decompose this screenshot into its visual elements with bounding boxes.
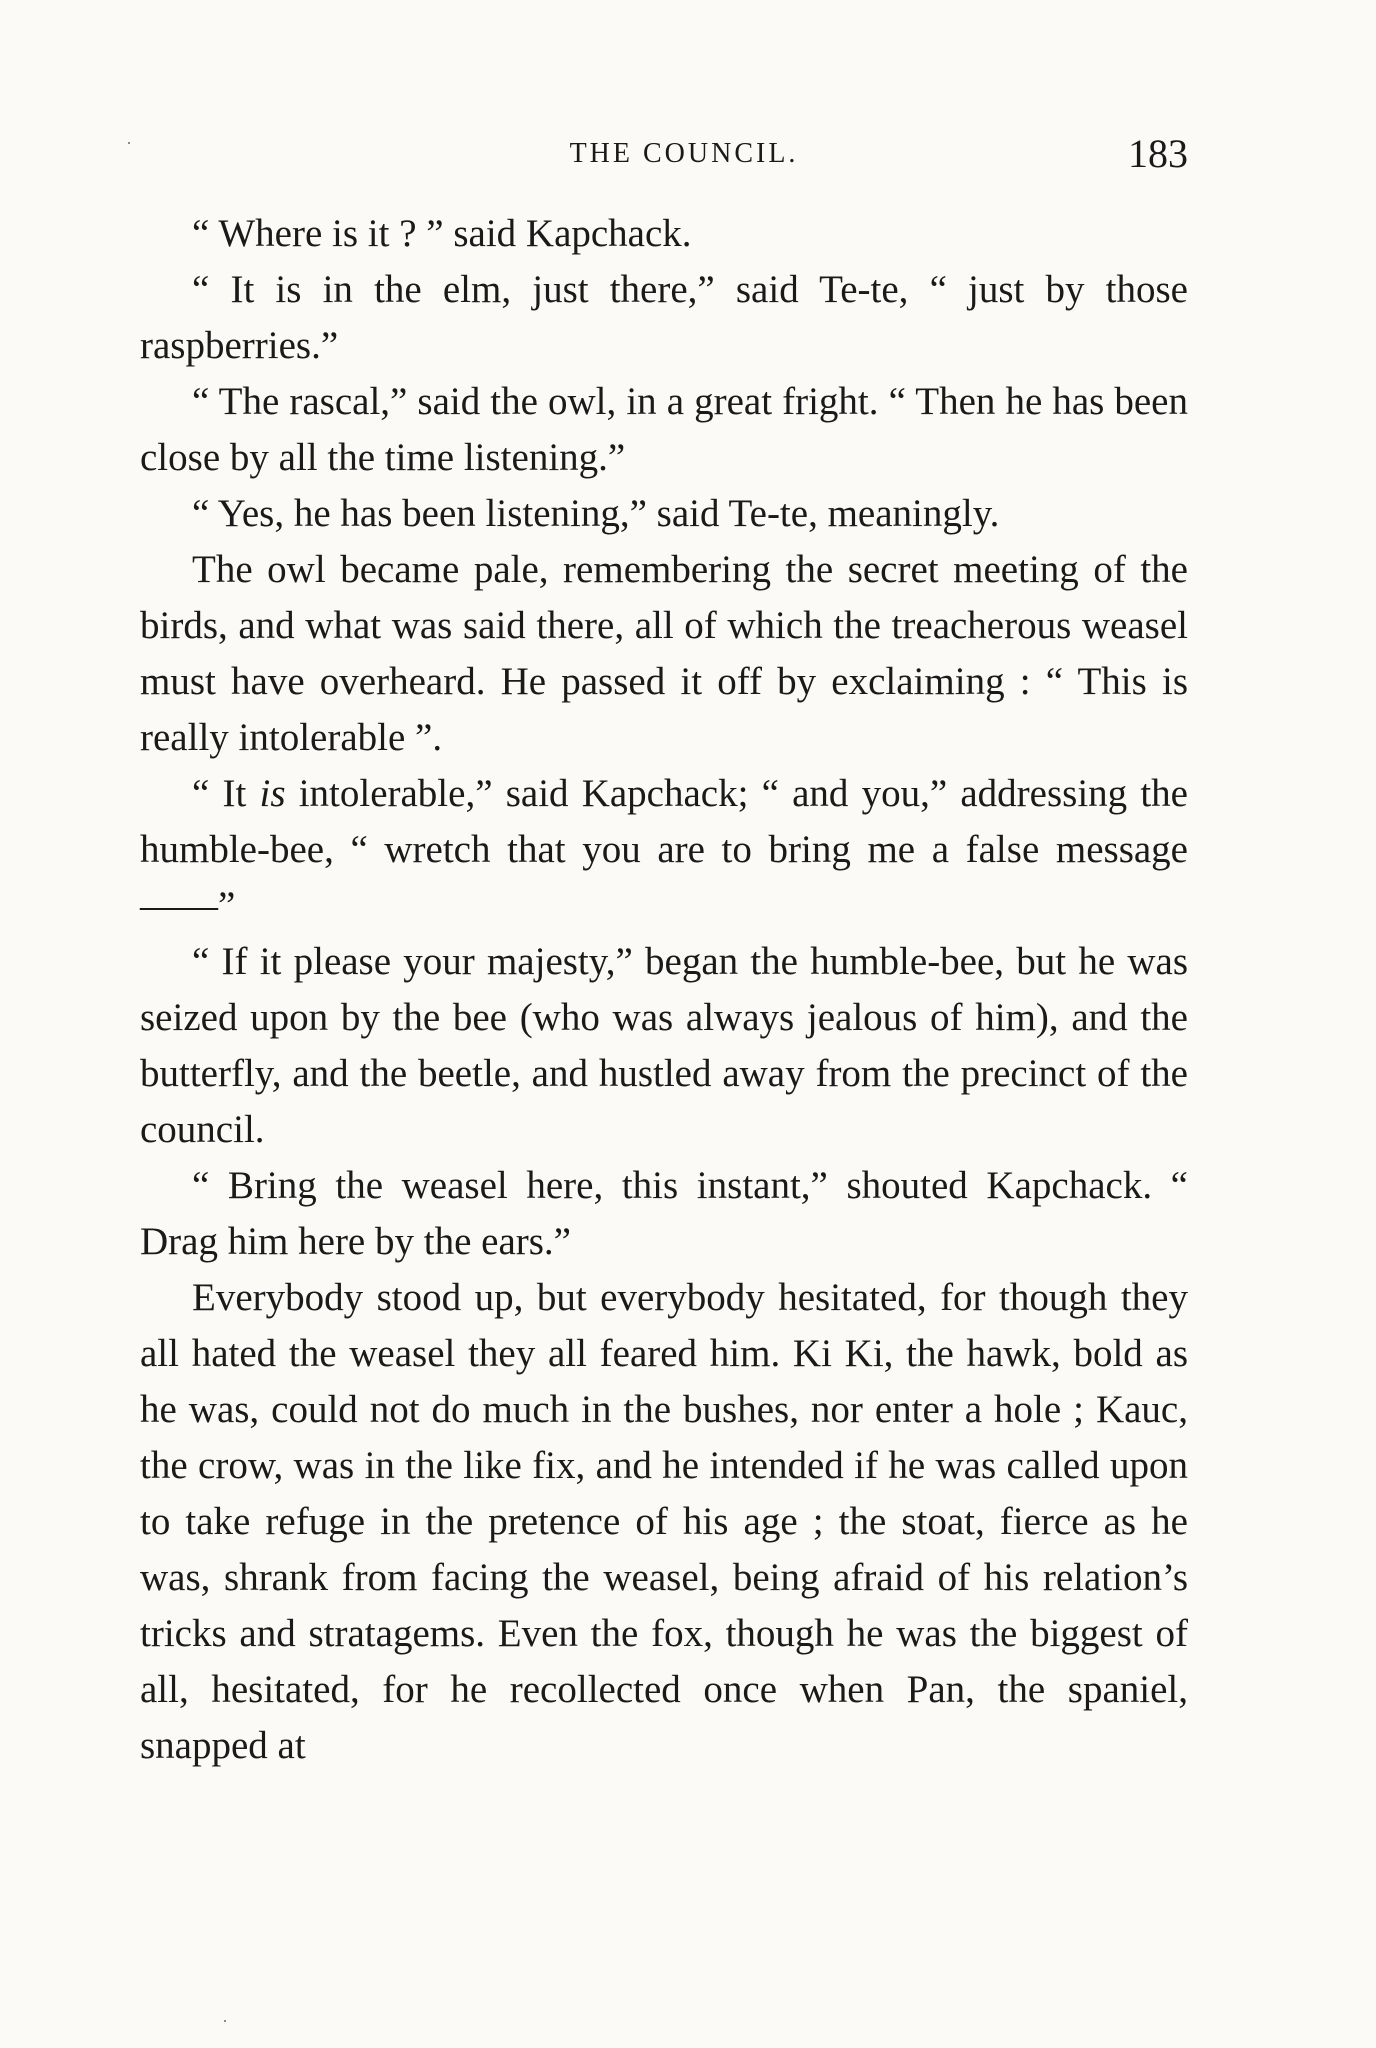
ink-speck: [224, 2020, 226, 2022]
book-page: [140, 130, 1188, 1774]
paragraph: Everybody stood up, but everybody hesitated, for though they all hated the weasel they all feared him. Ki Ki, the hawk, bold as he was, could not do much in the bushes, nor enter a hole ; Kauc, the crow, was in the like fix, and he intended if he was called upon to take refuge in the pretence of his age ; the stoat, fierce as he was, shrank from facing the weasel, being afraid of his relation’s tricks and stratagems. Even the fox, though he was the biggest of all, hesitated, for he recollected once when Pan, the spaniel, snapped at: [140, 1276, 1188, 1767]
paragraph: “ Yes, he has been listening,” said Te-te, meaningly.: [192, 492, 1000, 535]
paragraph: “ Bring the weasel here, this instant,” shouted Kapchack. “ Drag him here by the ears.”: [140, 1164, 1188, 1263]
body-text: [140, 206, 1188, 1774]
chapter-title: THE COUNCIL.: [569, 138, 799, 169]
paragraph: “ It is in the elm, just there,” said Te-te, “ just by those raspberries.”: [140, 268, 1188, 367]
text-run: intolerable,” said Kapchack; “ and you,” addressing the humble-bee, “ wretch that you are to bring me a false message ——”: [140, 772, 1188, 927]
emphasis-text: is: [259, 772, 286, 815]
paragraph: The owl became pale, remembering the secret meeting of the birds, and what was said there, all of which the treacherous weasel must have overheard. He passed it off by exclaiming : “ This is really intolerable ”.: [140, 548, 1188, 759]
running-head: [140, 130, 1188, 190]
paragraph: “ If it please your majesty,” began the humble-bee, but he was seized upon by the bee (who was always jealous of him), and the butterfly, and the beetle, and hustled away from the precinct of the council.: [140, 940, 1188, 1151]
paragraph: [140, 766, 1188, 934]
ink-speck: [128, 142, 130, 144]
paragraph: “ The rascal,” said the owl, in a great fright. “ Then he has been close by all the time listening.”: [140, 380, 1188, 479]
paragraph: “ Where is it ? ” said Kapchack.: [192, 212, 692, 255]
text-run: “ It: [192, 772, 260, 815]
page-number: 183: [1128, 131, 1188, 176]
